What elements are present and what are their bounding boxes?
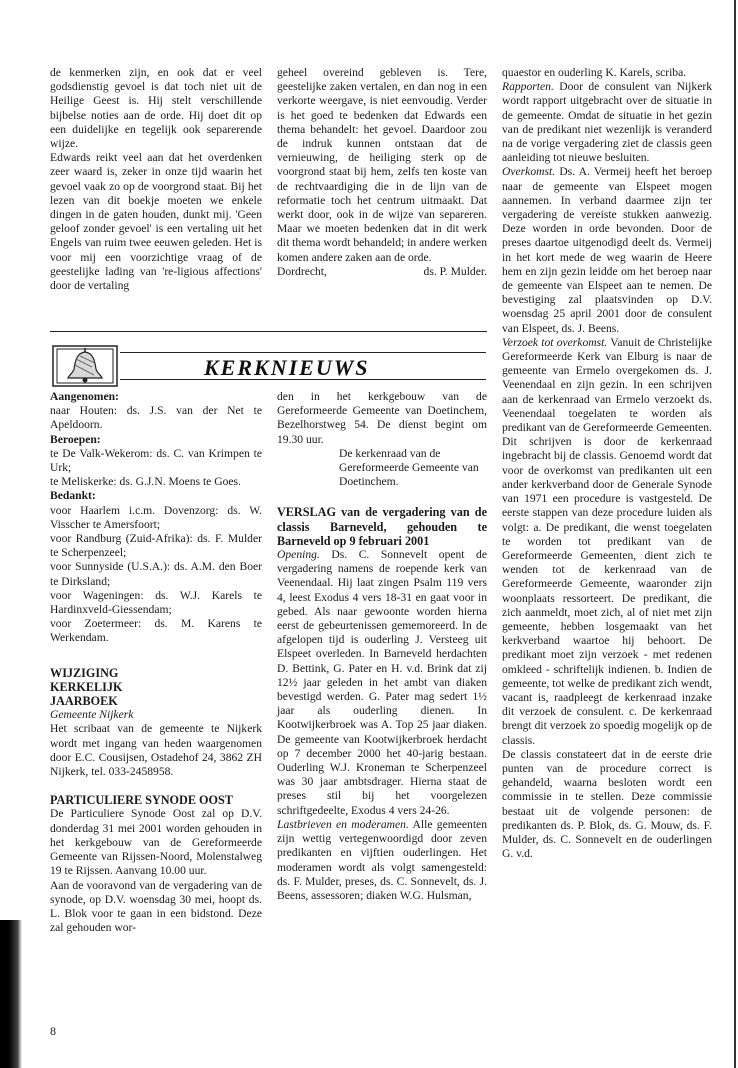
opening-label: Opening. <box>277 548 320 562</box>
heading-beroepen: Beroepen: <box>50 432 101 446</box>
list-item: naar Houten: ds. J.S. van der Net te Apeldoorn. <box>50 404 262 432</box>
kerkenraad-signature: De kerkenraad van de Gereformeerde Gemeente van Doetinchem. <box>339 446 479 489</box>
signature-place: Dordrecht, <box>277 264 327 278</box>
banner-rule <box>120 352 486 353</box>
rapporten-text: Door de consulent van Nijkerk wordt rapport uitgebracht over de situatie in de gemeente. Omdat de situatie in het gezin van de predikant niet wezenlijk is veranderd na de vorige vergadering ziet de classis geen aanleiding tot nieuwe besluiten. <box>502 80 712 165</box>
lastbrieven-text: Alle gemeenten zijn wettig vertegenwoordigd door zeven predikanten en vijftien ouderlingen. Het moderamen wordt als volgt samengesteld: ds. F. Mulder, preses, ds. C. Sonnevelt, ds. J. Beens, assessoren; diaken W.G. Hulsman, <box>277 817 488 902</box>
top-column-2 <box>277 66 487 279</box>
banner-title: KERKNIEUWS <box>204 355 370 380</box>
list-item: te De Valk-Wekerom: ds. C. van Krimpen te Urk; <box>50 446 262 475</box>
paragraph <box>502 336 712 748</box>
heading-bedankt: Bedankt: <box>50 489 96 503</box>
page-edge <box>734 0 736 1068</box>
paragraph: De Particuliere Synode Oost zal op D.V. donderdag 31 mei 2001 worden gehouden in het kerkgebouw van de Gereformeerde Gemeente van Rijssen-Noord, Molenstalweg 19 te Rijssen. Aanvang 10.00 uur. <box>50 807 262 878</box>
verzoek-label: Verzoek tot overkomst. <box>502 335 608 349</box>
binding-shadow <box>0 920 22 1068</box>
paragraph: den in het kerkgebouw van de Gereformeerde Gemeente van Doetinchem, Bezelhorstweg 54. De dienst begint om 19.30 uur. <box>277 390 487 446</box>
wijziging-subtitle: Gemeente Nijkerk <box>50 708 134 722</box>
list-item: voor Randburg (Zuid-Afrika): ds. F. Mulder te Scherpenzeel; <box>50 532 262 560</box>
paragraph: quaestor en ouderling K. Karels, scriba. <box>502 66 687 79</box>
list-item: voor Sunnyside (U.S.A.): ds. A.M. den Boer te Dirksland; <box>50 560 262 588</box>
paragraph: Edwards reikt veel aan dat het overdenken zeer waard is, zeker in onze tijd waarin het gevoel vaak zo op de voorgrond staat. Bij het lezen van dit boekje moeten we enkele dingen in de gaten houden, dunkt mij. 'Geen geloof zonder gevoel' is een vertaling uit het Engels van ruim twee eeuwen geleden. Het is voor mij een voorzichtige vraag of de geestelijke lading van 're-ligious affections' door de vertaling <box>50 151 262 293</box>
paragraph: de kenmerken zijn, en ook dat er veel godsdienstig gevoel is dat toch niet uit de Heilige Geest is. Hij stelt verschillende bijbelse noties aan de orde. Hij doet dit op een duidelijke en tegelijk ook separerende wijze. <box>50 66 262 151</box>
page-number: 8 <box>50 1024 56 1038</box>
heading-aangenomen: Aangenomen: <box>50 390 119 403</box>
paragraph <box>277 818 487 903</box>
kerknieuws-column-1 <box>50 390 262 935</box>
right-column <box>502 66 712 861</box>
signature-name: ds. P. Mulder. <box>423 264 487 278</box>
list-item: voor Wageningen: ds. W.J. Karels te Hardinxveld-Giessendam; <box>50 588 262 617</box>
paragraph: De classis constateert dat in de eerste drie punten van de procedure correct is gehandeld, waarna besloten wordt een commissie in te stellen. Deze commissie bestaat uit de volgende personen: de predikanten ds. P. Blok, ds. G. Mouw, ds. F. Mulder, ds. C. Sonnevelt en de ouderlingen G. v.d. <box>502 747 712 861</box>
top-column-1 <box>50 66 262 293</box>
wijziging-title: WIJZIGING KERKELIJK JAARBOEK <box>50 665 123 709</box>
opening-text: Ds. C. Sonnevelt opent de vergadering namens de roepende kerk van Veenendaal. Hij laat zingen Psalm 119 vers 4, leest Exodus 4 vers 18-31 en gaat voor in gebed. Als naar gewoonte worden hierna eerst de gebeurtenissen gememoreerd. In de afgelopen tijd is ouderling J. Versteeg uit Elspeet overleden. In Barneveld herdachten D. Bettink, G. Pater en H. v.d. Brink dat zij 12½ jaar geleden in het ambt van diaken bevestigd werden. G. Pater mag sedert 1½ jaar als ouderling dienen. In Kootwijkerbroek was A. Top 25 jaar diaken. De gemeente van Kootwijkerbroek herdacht op 7 december 2000 het 40-jarig bestaan. Ouderling W.J. Kroneman te Scherpenzeel was 30 jaar ambtsdrager. Hierna staat de preses stil bij het voorgelezen schriftgedeelte, Exodus 4 vers 24-26. <box>277 548 488 817</box>
paragraph: Aan de vooravond van de vergadering van de synode, op D.V. woensdag 30 mei, hoopt ds. L. Blok voor te gaan in een bidstond. Deze zal gehouden wor- <box>50 878 262 935</box>
list-item: voor Zoetermeer: ds. M. Karens te Werkendam. <box>50 617 262 645</box>
verzoek-text: Vanuit de Christelijke Gereformeerde Kerk van Elburg is naar de gemeente van Ermelo overgekomen ds. J. Veenendaal en zijn gezin. In een schrijven aan de kerkenraad van Ermelo verzoekt ds. Veenendaal toegelaten te worden als predikant van de Gereformeerde Gemeenten. Dit schrijven is door de kerkenraad ingebracht bij de classis. Genoemd wordt dat voor de overkomst van predikanten uit een ander kerkverband door de Generale Synode van 1971 een procedure is vastgesteld. De eerste stappen van deze procedure luiden als volgt: a. De predikant, die wenst toegelaten te worden tot predikant van de Gereformeerde Gemeenten, dient zich te wenden tot de kerkenraad van de Gereformeerde Gemeente, waaronder zijn woonplaats ressorteert. De predikant, die zich aanmeldt, moet zich, al of niet met zijn gemeente, hebben losgemaakt van het kerkverband waartoe hij behoort. De predikant moet zijn verzoek - met redenen omkleed - schriftelijk indienen. b. Indien de gemeente, tot welke de predikant zich wendt, vacant is, raadpleegt de kerkenraad inzake dit verzoek de consulent. c. De kerkenraad brengt dit verzoek zo spoedig mogelijk op de classis. <box>502 335 712 747</box>
paragraph <box>277 548 487 818</box>
kerknieuws-column-2 <box>277 390 487 903</box>
synode-title: PARTICULIERE SYNODE OOST <box>50 793 233 808</box>
signature <box>277 265 487 279</box>
lastbrieven-label: Lastbrieven en moderamen. <box>277 817 409 831</box>
list-item: te Meliskerke: ds. G.J.N. Moens te Goes. <box>50 475 241 489</box>
rapporten-label: Rapporten. <box>502 80 554 94</box>
bell-icon <box>52 345 118 387</box>
paragraph <box>502 165 712 335</box>
list-item: voor Haarlem i.c.m. Dovenzorg: ds. W. Visscher te Amersfoort; <box>50 503 262 531</box>
kerknieuws-banner <box>52 345 486 387</box>
verslag-title: VERSLAG van de vergadering van de classis Barneveld, gehouden te Barneveld op 9 februari 2001 <box>277 505 487 548</box>
paragraph: Het scribaat van de gemeente te Nijkerk wordt met ingang van heden waargenomen door E.C. Cousijsen, Ostadehof 24, 3862 ZH Nijkerk, tel. 033-2458958. <box>50 722 262 779</box>
paragraph: geheel overeind gebleven is. Tere, geestelijke zaken vertalen, en dan nog in een verkorte weergave, is niet eenvoudig. Verder is het goed te bedenken dat Edwards een thema behandelt: het gevoel. Daardoor zou de indruk kunnen ontstaan dat de vernieuwing, de heiliging sterk op de voorgrond staat bij hem, zelfs ten koste van de rechtvaardiging die in de lijn van de reformatie toch het centrum uitmaakt. Dat werkt door, ook in de wijze van separeren. Maar we moeten bedenken dat in dit werk dit thema wordt behandeld; in andere werken komen andere zaken aan de orde. <box>277 66 487 264</box>
overkomst-label: Overkomst. <box>502 165 556 179</box>
section-divider <box>50 331 487 332</box>
overkomst-text: Ds. A. Vermeij heeft het beroep naar de gemeente van Elspeet mogen aannemen. In verband daarmee zijn ter vergadering de vereiste stukken aanwezig. Deze worden in orde bevonden. Door de preses daartoe uitgenodigd deelt ds. Vermeij in het kort mede de weg waarin de Heere hem en zijn gezin leidde om het beroep naar de gemeente van Elspeet aan te nemen. De bevestiging zal plaatsvinden op D.V. woensdag 25 april 2001 door de consulent van Elspeet, ds. J. Beens. <box>502 165 712 335</box>
paragraph <box>502 80 712 165</box>
